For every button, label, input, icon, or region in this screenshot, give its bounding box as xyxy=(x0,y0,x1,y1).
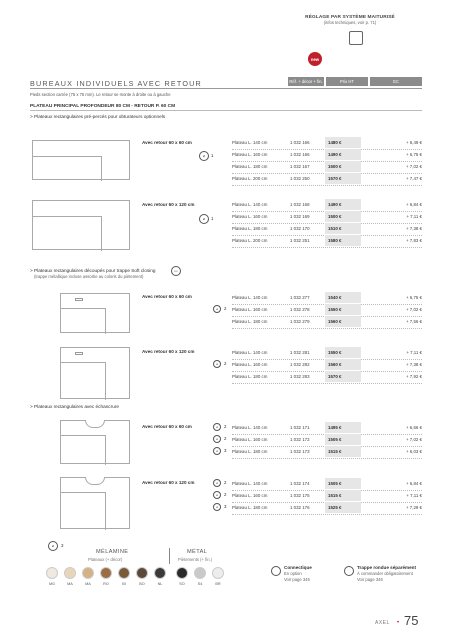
trap-note: À commander obligatoirement xyxy=(357,571,413,576)
table-row xyxy=(232,490,422,502)
config-label: Avec retour 60 x 120 cm xyxy=(142,480,195,485)
table-row xyxy=(232,149,422,161)
desk-diagram xyxy=(60,420,130,464)
table-row xyxy=(232,137,422,149)
row-price: 1500 € xyxy=(325,211,361,222)
row-eco: + 6,49 € xyxy=(406,140,422,145)
connectivity-page: Voir page 345 xyxy=(284,577,310,582)
desk-diagram xyxy=(32,140,130,180)
row-eco: + 6,03 € xyxy=(406,449,422,454)
table-row xyxy=(232,434,422,446)
row-eco: + 7,02 € xyxy=(406,164,422,169)
table-row xyxy=(232,422,422,434)
row-label: Plateau L. 180 cm xyxy=(232,449,268,454)
group-heading-softclosing: > Plateaux rectangulaires découpés pour trappe Soft closing xyxy=(30,268,156,273)
table-row xyxy=(232,371,422,383)
group-subheading-softclosing: (trappe métallique incluse assortie au coloris du piètement) xyxy=(34,274,144,279)
page-subtitle: Pieds section carrée (75 x 75 mm). Le retour se monte à droite ou à gauche xyxy=(30,92,171,97)
connectivity-option: En option xyxy=(284,571,302,576)
row-price: 1550 € xyxy=(325,304,361,315)
icon-number: 2 xyxy=(224,480,227,485)
table-row xyxy=(232,316,422,328)
row-eco: + 7,02 € xyxy=(406,437,422,442)
swatch-code: BO xyxy=(139,582,145,586)
row-label: Plateau L. 140 cm xyxy=(232,425,268,430)
row-price: 1580 € xyxy=(325,235,361,246)
row-price: 1505 € xyxy=(325,434,361,445)
finish-swatch[interactable] xyxy=(82,567,94,579)
trap-title: Trappe rondue séparément xyxy=(357,565,416,570)
row-reference: 1 032 277 xyxy=(290,295,310,300)
column-header-eco: EC xyxy=(370,77,422,86)
row-reference: 1 032 166 xyxy=(290,152,310,157)
row-label: Plateau L. 140 cm xyxy=(232,481,268,486)
row-price: 1550 € xyxy=(325,347,361,358)
row-eco: + 6,75 € xyxy=(406,295,422,300)
swatch-code: RO xyxy=(103,582,109,586)
row-label: Plateau L. 160 cm xyxy=(232,152,268,157)
row-eco: + 6,84 € xyxy=(406,202,422,207)
row-price: 1560 € xyxy=(325,316,361,327)
row-reference: 1 032 281 xyxy=(290,350,310,355)
finish-swatch[interactable] xyxy=(136,567,148,579)
fixing-icon: ⌀ xyxy=(213,491,221,499)
row-reference: 1 032 176 xyxy=(290,505,310,510)
row-eco: + 7,11 € xyxy=(406,214,422,219)
finish-swatch[interactable] xyxy=(194,567,206,579)
desk-diagram xyxy=(60,477,130,529)
row-price: 1515 € xyxy=(325,446,361,457)
melamine-title: MÉLAMINE xyxy=(96,549,129,555)
page-number: 75 xyxy=(404,613,419,628)
row-reference: 1 032 170 xyxy=(290,226,310,231)
table-row xyxy=(232,173,422,185)
finish-icon: ⌀ xyxy=(48,541,58,551)
table-row xyxy=(232,478,422,490)
row-label: Plateau L. 140 cm xyxy=(232,140,268,145)
table-row xyxy=(232,446,422,458)
row-label: Plateau L. 200 cm xyxy=(232,176,268,181)
fixing-icon: ⌀ xyxy=(213,360,221,368)
row-price: 1495 € xyxy=(325,422,361,433)
section-rule xyxy=(30,110,422,111)
row-eco: + 7,47 € xyxy=(406,176,422,181)
group-heading-notch: > Plateaux rectangulaires avec échancrure xyxy=(30,404,119,409)
row-price: 1490 € xyxy=(325,149,361,160)
column-header-price: Prix HT xyxy=(326,77,368,86)
footer-bullet: • xyxy=(397,620,400,626)
row-eco: + 7,11 € xyxy=(406,350,422,355)
row-eco: + 7,11 € xyxy=(406,493,422,498)
row-label: Plateau L. 140 cm xyxy=(232,350,268,355)
config-label: Avec retour 60 x 120 cm xyxy=(142,349,195,354)
row-reference: 1 032 251 xyxy=(290,238,310,243)
row-reference: 1 032 166 xyxy=(290,140,310,145)
icon-number: 1 xyxy=(211,216,214,221)
row-price: 1500 € xyxy=(325,161,361,172)
row-reference: 1 032 168 xyxy=(290,202,310,207)
swatch-code: MA xyxy=(85,582,91,586)
row-eco: + 7,02 € xyxy=(406,307,422,312)
row-label: Plateau L. 180 cm xyxy=(232,226,268,231)
icon-number: 2 xyxy=(224,361,227,366)
table-row xyxy=(232,359,422,371)
reglage-note xyxy=(300,15,400,25)
row-label: Plateau L. 140 cm xyxy=(232,295,268,300)
fixing-icon: ⌀ xyxy=(213,503,221,511)
section-title: PLATEAU PRINCIPAL PROFONDEUR 80 CM - RETOUR P. 60 CM xyxy=(30,104,176,109)
fixing-icon: ⌀ xyxy=(199,151,209,161)
column-header-reference: Réf. + décor + fin. xyxy=(289,79,323,84)
trap-info-icon xyxy=(344,566,354,576)
reglage-title: RÉGLAGE PAR SYSTÈME MAITURISÉ xyxy=(305,15,395,20)
row-price: 1560 € xyxy=(325,359,361,370)
row-reference: 1 032 283 xyxy=(290,374,310,379)
table-row xyxy=(232,223,422,235)
fixing-icon: ⌀ xyxy=(213,423,221,431)
connectivity-icon xyxy=(271,566,281,576)
row-reference: 1 032 171 xyxy=(290,425,310,430)
table-row xyxy=(232,235,422,247)
fixing-icon: ⌀ xyxy=(213,479,221,487)
footer-brand: AXEL xyxy=(375,620,390,626)
row-reference: 1 032 174 xyxy=(290,481,310,486)
swatch-code: MA xyxy=(67,582,73,586)
row-eco: + 7,56 € xyxy=(406,319,422,324)
table-row xyxy=(232,199,422,211)
swatch-code: MG xyxy=(48,582,56,586)
row-price: 1490 € xyxy=(325,199,361,210)
row-eco: + 7,38 € xyxy=(406,362,422,367)
row-label: Plateau L. 160 cm xyxy=(232,362,268,367)
row-price: 1540 € xyxy=(325,292,361,303)
row-price: 1510 € xyxy=(325,223,361,234)
metal-title: MÉTAL xyxy=(187,549,208,555)
row-price: 1515 € xyxy=(325,490,361,501)
group-heading-prepierced: > Plateaux rectangulaires pré-percés pour obturateurs optionnels xyxy=(30,114,166,119)
row-label: Plateau L. 160 cm xyxy=(232,437,268,442)
finish-swatch[interactable] xyxy=(154,567,166,579)
icon-number: 3 xyxy=(61,543,64,548)
title-rule xyxy=(30,88,422,89)
finish-swatch[interactable] xyxy=(118,567,130,579)
trap-page: Voir page 346 xyxy=(357,577,383,582)
desk-diagram xyxy=(60,347,130,399)
reglage-icon xyxy=(349,31,363,45)
row-reference: 1 032 250 xyxy=(290,176,310,181)
trap-icon: ▭ xyxy=(171,266,181,276)
config-label: Avec retour 60 x 120 cm xyxy=(142,202,195,207)
legend-divider xyxy=(169,548,170,564)
row-reference: 1 032 167 xyxy=(290,164,310,169)
finish-swatch[interactable] xyxy=(64,567,76,579)
swatch-code: SO xyxy=(179,582,185,586)
row-price: 1480 € xyxy=(325,137,361,148)
row-reference: 1 032 169 xyxy=(290,214,310,219)
finish-swatch[interactable] xyxy=(46,567,58,579)
table-row xyxy=(232,292,422,304)
row-price: 1525 € xyxy=(325,502,361,513)
table-row xyxy=(232,502,422,514)
swatch-code: NL xyxy=(157,582,163,586)
row-price: 1570 € xyxy=(325,371,361,382)
melamine-subtitle: Plateaux (+ décor) xyxy=(88,557,123,562)
metal-subtitle: Piètements (+ fin.) xyxy=(178,557,213,562)
finish-swatch[interactable] xyxy=(176,567,188,579)
fixing-icon: ⌀ xyxy=(199,214,209,224)
fixing-icon: ⌀ xyxy=(213,435,221,443)
icon-number: 3 xyxy=(224,448,227,453)
row-label: Plateau L. 180 cm xyxy=(232,505,268,510)
row-label: Plateau L. 160 cm xyxy=(232,493,268,498)
table-row xyxy=(232,347,422,359)
fixing-icon: ⌀ xyxy=(213,447,221,455)
row-reference: 1 032 172 xyxy=(290,437,310,442)
desk-diagram xyxy=(32,200,130,250)
page-title: BUREAUX INDIVIDUELS AVEC RETOUR xyxy=(30,79,202,88)
table-row xyxy=(232,211,422,223)
row-eco: + 6,75 € xyxy=(406,152,422,157)
row-eco: + 7,83 € xyxy=(406,238,422,243)
swatch-code: S4 xyxy=(197,582,203,586)
finish-swatch[interactable] xyxy=(100,567,112,579)
icon-number: 1 xyxy=(211,153,214,158)
row-eco: + 7,38 € xyxy=(406,226,422,231)
row-price: 1570 € xyxy=(325,173,361,184)
config-label: Avec retour 60 x 60 cm xyxy=(142,424,192,429)
reglage-subtitle: (infos techniques, voir p. 71) xyxy=(323,20,377,25)
row-reference: 1 032 175 xyxy=(290,493,310,498)
row-reference: 1 032 282 xyxy=(290,362,310,367)
connectivity-title: Connectique xyxy=(284,565,312,570)
row-label: Plateau L. 140 cm xyxy=(232,202,268,207)
row-eco: + 7,29 € xyxy=(406,505,422,510)
config-label: Avec retour 60 x 60 cm xyxy=(142,140,192,145)
icon-number: 3 xyxy=(224,504,227,509)
row-eco: + 7,92 € xyxy=(406,374,422,379)
finish-swatch[interactable] xyxy=(212,567,224,579)
row-reference: 1 032 278 xyxy=(290,307,310,312)
swatch-code: BR xyxy=(215,582,221,586)
row-label: Plateau L. 160 cm xyxy=(232,307,268,312)
row-label: Plateau L. 200 cm xyxy=(232,238,268,243)
desk-diagram xyxy=(60,293,130,333)
icon-number: 2 xyxy=(224,436,227,441)
icon-number: 2 xyxy=(224,306,227,311)
swatch-code: BI xyxy=(122,582,126,586)
icon-number: 2 xyxy=(224,424,227,429)
row-eco: + 6,66 € xyxy=(406,425,422,430)
table-row xyxy=(232,304,422,316)
row-reference: 1 032 279 xyxy=(290,319,310,324)
new-badge: new xyxy=(308,52,322,66)
config-label: Avec retour 60 x 60 cm xyxy=(142,294,192,299)
row-eco: + 6,84 € xyxy=(406,481,422,486)
row-price: 1505 € xyxy=(325,478,361,489)
row-label: Plateau L. 180 cm xyxy=(232,374,268,379)
icon-number: 2 xyxy=(224,492,227,497)
row-label: Plateau L. 160 cm xyxy=(232,214,268,219)
row-label: Plateau L. 180 cm xyxy=(232,319,268,324)
table-row xyxy=(232,161,422,173)
row-label: Plateau L. 180 cm xyxy=(232,164,268,169)
row-reference: 1 032 173 xyxy=(290,449,310,454)
fixing-icon: ⌀ xyxy=(213,305,221,313)
